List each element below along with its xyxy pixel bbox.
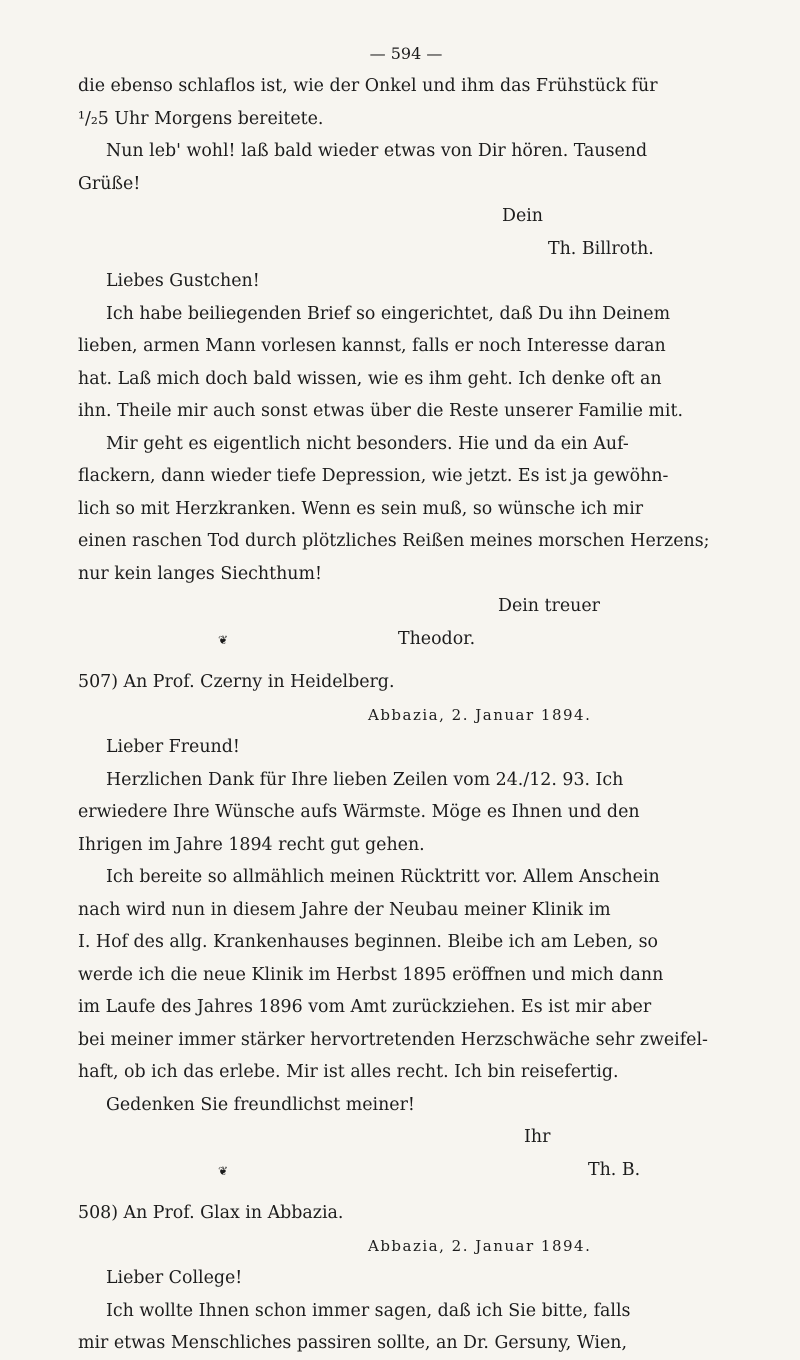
signature: Theodor. bbox=[398, 628, 476, 649]
letter-508 bbox=[78, 1197, 734, 1360]
text-line: nur kein langes Siechthum! bbox=[78, 563, 322, 584]
text-line: Ich wollte Ihnen schon immer sagen, daß ich Sie bitte, falls bbox=[106, 1300, 631, 1321]
place-date: Abbazia, 2. Januar 1894. bbox=[368, 705, 592, 724]
place-date: Abbazia, 2. Januar 1894. bbox=[368, 1236, 592, 1255]
text-line: hat. Laß mich doch bald wissen, wie es ihm geht. Ich denke oft an bbox=[78, 368, 662, 389]
letter-inserted bbox=[78, 265, 734, 656]
text-line: Gedenken Sie freundlichst meiner! bbox=[106, 1094, 415, 1115]
text-line: die ebenso schlaflos ist, wie der Onkel und ihm das Frühstück für bbox=[78, 76, 658, 96]
text-line: einen raschen Tod durch plötzliches Reißen meines morschen Herzens; bbox=[78, 531, 710, 551]
text-line: ¹/₂5 Uhr Morgens bereitete. bbox=[78, 108, 324, 129]
letter-heading: 508) An Prof. Glax in Abbazia. bbox=[78, 1203, 344, 1223]
text-line: Nun leb' wohl! laß bald wieder etwas von Dir hören. Tausend bbox=[106, 141, 648, 161]
letter-heading: 507) An Prof. Czerny in Heidelberg. bbox=[78, 672, 395, 692]
text-line: werde ich die neue Klinik im Herbst 1895 eröffnen und mich dann bbox=[78, 964, 664, 985]
text-line: Ich habe beiliegenden Brief so eingerichtet, daß Du ihn Deinem bbox=[106, 303, 671, 324]
signature-line bbox=[78, 1154, 734, 1188]
closing: Dein treuer bbox=[498, 596, 600, 616]
text-line: bei meiner immer stärker hervortretenden Herzschwäche sehr zweifel- bbox=[78, 1029, 708, 1050]
text-line: Herzlichen Dank für Ihre lieben Zeilen vom 24./12. 93. Ich bbox=[106, 769, 624, 790]
signature: Th. B. bbox=[588, 1159, 641, 1180]
salutation: Liebes Gustchen! bbox=[106, 271, 260, 291]
salutation: Lieber Freund! bbox=[106, 737, 240, 757]
text-line: erwiedere Ihre Wünsche aufs Wärmste. Möge es Ihnen und den bbox=[78, 802, 640, 822]
text-line: mir etwas Menschliches passiren sollte, an Dr. Gersuny, Wien, bbox=[78, 1333, 627, 1353]
text-line: Mir geht es eigentlich nicht besonders. Hie und da ein Auf- bbox=[106, 433, 629, 454]
page-number: — 594 — bbox=[369, 44, 443, 63]
salutation: Lieber College! bbox=[106, 1268, 243, 1288]
text-line: Grüße! bbox=[78, 173, 141, 194]
letter-506-tail bbox=[78, 70, 734, 265]
letter-507 bbox=[78, 666, 734, 1187]
text-line: lieben, armen Mann vorlesen kannst, falls er noch Interesse daran bbox=[78, 336, 666, 356]
book-page bbox=[78, 0, 734, 1360]
fleuron-icon: ❦ bbox=[218, 632, 229, 647]
text-line: im Laufe des Jahres 1896 vom Amt zurückziehen. Es ist mir aber bbox=[78, 997, 652, 1017]
text-line: I. Hof des allg. Krankenhauses beginnen. Bleibe ich am Leben, so bbox=[78, 932, 658, 952]
text-line: Ihrigen im Jahre 1894 recht gut gehen. bbox=[78, 834, 425, 855]
text-line: nach wird nun in diesem Jahre der Neubau meiner Klinik im bbox=[78, 899, 611, 920]
text-line: Ich bereite so allmählich meinen Rücktritt vor. Allem Anschein bbox=[106, 867, 660, 887]
signature-line bbox=[78, 623, 734, 657]
text-line: lich so mit Herzkranken. Wenn es sein muß, so wünsche ich mir bbox=[78, 498, 644, 519]
closing: Dein bbox=[502, 206, 543, 226]
fleuron-icon: ❦ bbox=[218, 1163, 229, 1178]
text-line: flackern, dann wieder tiefe Depression, wie jetzt. Es ist ja gewöhn- bbox=[78, 466, 669, 486]
closing: Ihr bbox=[524, 1127, 551, 1147]
signature: Th. Billroth. bbox=[548, 238, 654, 259]
text-line: ihn. Theile mir auch sonst etwas über die Reste unserer Familie mit. bbox=[78, 401, 683, 421]
text-line: haft, ob ich das erlebe. Mir ist alles recht. Ich bin reisefertig. bbox=[78, 1062, 619, 1082]
